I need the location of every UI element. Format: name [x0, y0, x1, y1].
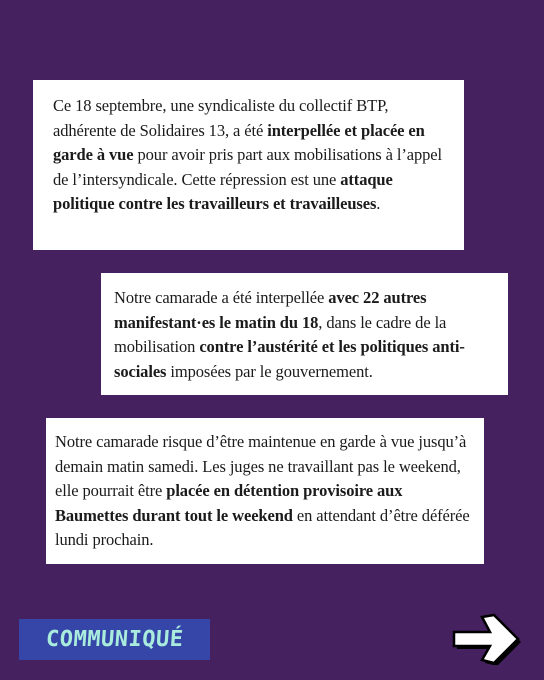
communique-badge — [19, 619, 210, 660]
card-3-text-2: en attendant d’être déférée lundi prochain. — [55, 505, 470, 549]
card-3-paragraph — [55, 430, 475, 553]
card-3-bold-1: placée en détention provisoire aux Baumettes durant tout le weekend — [55, 481, 403, 525]
text-card-1 — [33, 80, 464, 250]
card-1-text-2: pour avoir pris part aux mobilisations à l’appel de l’intersyndicale. Cette répression est une — [53, 145, 443, 189]
card-1-paragraph — [53, 94, 444, 217]
card-1-text-1: Ce 18 septembre, une syndicaliste du collectif BTP, adhérente de Solidaires 13, a été — [53, 96, 389, 140]
card-1-bold-2: attaque politique contre les travailleurs et travailleuses — [53, 169, 393, 213]
card-1-bold-1: interpellée et placée en garde à vue — [53, 120, 425, 164]
card-1-text-3: . — [376, 194, 381, 213]
text-card-3 — [46, 418, 484, 564]
arrow-right-icon[interactable] — [446, 611, 522, 665]
card-2-text-3: imposées par le gouvernement. — [166, 361, 373, 381]
card-2-text-2: , dans le cadre de la mobilisation — [114, 312, 447, 356]
card-2-text-1: Notre camarade a été interpellée — [114, 288, 329, 307]
text-card-2 — [101, 273, 508, 395]
card-2-paragraph — [114, 286, 494, 384]
communique-badge-label: COMMUNIQUÉ — [44, 627, 185, 652]
card-2-bold-1: avec 22 autres manifestant·es le matin du 18 — [114, 288, 427, 332]
card-2-bold-2: contre l’austérité et les politiques anti-sociales — [114, 337, 465, 381]
card-3-text-1: Notre camarade risque d’être maintenue en garde à vue jusqu’à demain matin samedi. Les juges ne travaillant pas le weekend, elle pourrait être — [55, 432, 467, 500]
